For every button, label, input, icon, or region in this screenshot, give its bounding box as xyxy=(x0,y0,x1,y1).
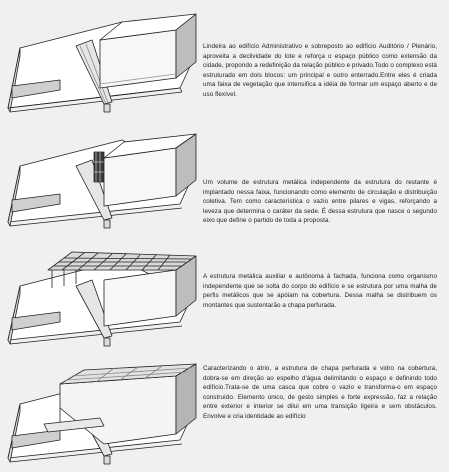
panel-3-caption: A estrutura metálica auxiliar e autônoma à fachada, funciona como organismo independente que se solta do corpo do edifício e se estrutura por uma malha de perfis metálicos que se apóiam na cobertura. Dessa malha se distribuem os montantes que sustentarão a chapa perfurada. xyxy=(203,273,437,309)
panel-2-caption: Um volume de estrutura metálica independente da estrutura do restante é implantado nessa faixa, funcionando como elemento de circulação e distribuição coletiva. Tem como característica o vazio entre pilares e vigas, reforçando a leveza que determina o caráter da sede. É dessa estrutura que nasce o segundo eixo que define o partido de toda a proposta. xyxy=(203,179,437,224)
panel-1-caption: Lindeira ao edifício Administrativo e sobreposto ao edifício Auditório / Plenário, aproveita a declividade do lote e reforça o espaço público como extensão da cidade, propondo a redefinição da relação público e privado.Todo o complexo está estruturado em dois blocos: um principal e outro enterrado.Entre eles é criada uma faixa de vegetação que intensifica a idéia de formar um espaço aberto e de uso flexível. xyxy=(203,43,437,98)
panel-4-caption: Caracterizando o átrio, a estrutura de chapa perfurada e vidro na cobertura, dobra-se em direção ao espelho d'água delimitando o espaço e definindo todo edifício.Trata-se de uma casca que cobre o vazio e transforma-o em espaço construído. Elemento único, de gesto simples e forte expressão, faz a relação entre exterior e interior se dilui em uma transição ligeira e sem obstáculos. Envolve e cria identidade ao edifício xyxy=(203,365,437,420)
panel-3 xyxy=(0,236,449,354)
panel-2 xyxy=(0,118,449,236)
panel-4 xyxy=(0,354,449,472)
panel-1 xyxy=(0,0,449,118)
axonometric-drawing-4 xyxy=(0,354,200,472)
axonometric-drawing-2 xyxy=(0,118,200,236)
axonometric-drawing-3 xyxy=(0,236,200,354)
axonometric-drawing-1 xyxy=(0,0,200,118)
